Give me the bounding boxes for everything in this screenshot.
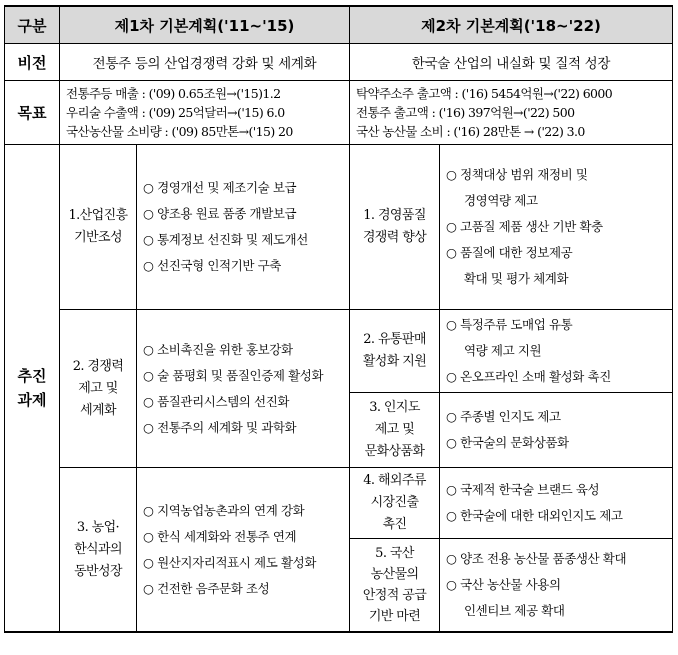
goal-line: 전통주 출고액 : ('16) 397억원→('22) 500: [356, 105, 575, 120]
task-item: ○ 온오프라인 소매 활성화 촉진: [446, 369, 611, 384]
category-line: 1.산업진흥: [68, 208, 128, 223]
task-item-cont: 확대 및 평가 체계화: [464, 271, 569, 286]
task-item: ○ 양조용 원료 품종 개발보급: [143, 206, 297, 221]
goal-line: 국산 농산물 소비 : ('16) 28만톤 → ('22) 3.0: [356, 124, 585, 139]
task-item: ○ 경영개선 및 제조기술 보급: [143, 180, 297, 195]
category-line: 3. 인지도: [369, 400, 420, 415]
plan-comparison-table: [4, 5, 673, 633]
plan1-task-category: [60, 468, 137, 633]
goal-line: 우리술 수출액 : ('09) 25억달러→('15) 6.0: [66, 105, 285, 120]
task-item: ○ 정책대상 범위 재정비 및: [446, 167, 588, 182]
task-item: ○ 소비촉진을 위한 홍보강화: [143, 341, 293, 357]
task-item: ○ 국제적 한국술 브랜드 육성: [446, 482, 600, 497]
task-item: ○ 품질에 대한 정보제공: [446, 245, 573, 260]
category-line: 활성화 지원: [362, 354, 427, 369]
category-line: 안정적 공급: [362, 588, 427, 603]
task-item: ○ 한국술에 대한 대외인지도 제고: [446, 508, 623, 523]
task-item: ○ 원산지자리적표시 제도 활성화: [143, 554, 317, 570]
category-line: 1. 경영품질: [363, 208, 426, 223]
plan2-task-category: [350, 468, 440, 539]
plan2-task-items: [440, 539, 673, 633]
plan1-task-items: [137, 310, 350, 468]
vision-row: [5, 44, 673, 81]
goals-plan1: [60, 81, 350, 145]
category-line: 촉진: [382, 517, 407, 532]
plan2-task-items: [440, 145, 673, 310]
vision-plan1: 전통주 등의 산업경쟁력 강화 및 세계화: [60, 44, 350, 81]
task-item: ○ 특정주류 도매업 유통: [446, 317, 573, 332]
tasks-label-line: 과제: [17, 391, 47, 409]
tasks-label: [5, 145, 60, 633]
category-line: 2. 유통판매: [363, 332, 426, 347]
header-plan2: 제2차 기본계획('18~'22): [350, 6, 673, 44]
vision-label: 비전: [5, 44, 60, 81]
task-item-cont: 역량 제고 지원: [464, 343, 542, 358]
plan1-task-category: [60, 145, 137, 310]
task-row: [5, 310, 673, 393]
task-item: ○ 주종별 인지도 제고: [446, 409, 561, 424]
header-row: [5, 6, 673, 44]
task-item: ○ 한식 세계화와 전통주 연계: [143, 528, 297, 544]
plan2-task-items: [440, 310, 673, 393]
category-line: 한식과의: [74, 541, 122, 557]
goals-plan2: [350, 81, 673, 145]
category-line: 동반성장: [74, 563, 122, 579]
category-line: 5. 국산: [375, 546, 414, 561]
goals-label: 목표: [5, 81, 60, 145]
category-line: 기반조성: [74, 230, 122, 245]
plan2-task-category: [350, 393, 440, 468]
category-line: 경쟁력 향상: [362, 230, 427, 245]
category-line: 제고 및: [78, 380, 118, 396]
task-item: ○ 양조 전용 농산물 품종생산 확대: [446, 551, 627, 566]
category-line: 제고 및: [374, 422, 415, 437]
header-category: 구분: [5, 6, 60, 44]
category-line: 4. 해외주류: [363, 473, 426, 488]
task-item: ○ 국산 농산물 사용의: [446, 577, 561, 592]
plan1-task-category: [60, 310, 137, 468]
task-row: [5, 145, 673, 310]
plan1-task-items: [137, 145, 350, 310]
plan2-task-items: [440, 468, 673, 539]
goals-row: [5, 81, 673, 145]
task-item: ○ 전통주의 세계화 및 과학화: [143, 419, 297, 435]
header-plan1: 제1차 기본계획('11~'15): [60, 6, 350, 44]
task-item: ○ 술 품평회 및 품질인증제 활성화: [143, 367, 324, 383]
task-item: ○ 건전한 음주문화 조성: [143, 580, 270, 596]
goal-line: 전통주등 매출 : ('09) 0.65조원→('15)1.2: [66, 86, 281, 101]
category-line: 농산물의: [370, 567, 419, 582]
category-line: 3. 농업·: [76, 519, 120, 535]
plan2-task-category: [350, 145, 440, 310]
task-item-cont: 경영역량 제고: [464, 193, 538, 208]
category-line: 시장진출: [370, 495, 419, 510]
task-row: [5, 468, 673, 539]
task-item: ○ 품질관리시스템의 선진화: [143, 393, 290, 409]
task-item-cont: 인센티브 제공 확대: [464, 603, 565, 618]
category-line: 기반 마련: [368, 609, 421, 624]
goal-line: 탁약주소주 출고액 : ('16) 5454억원→('22) 6000: [356, 86, 613, 101]
goal-line: 국산농산물 소비량 : ('09) 85만톤→('15) 20: [66, 124, 293, 139]
category-line: 2. 경쟁력: [72, 358, 124, 374]
task-item: ○ 통계정보 선진화 및 제도개선: [143, 232, 308, 247]
plan2-task-category: [350, 539, 440, 633]
plan2-task-category: [350, 310, 440, 393]
category-line: 세계화: [80, 402, 116, 418]
task-item: ○ 선진국형 인적기반 구축: [143, 258, 281, 273]
plan1-task-items: [137, 468, 350, 633]
tasks-label-line: 추진: [17, 367, 47, 385]
task-item: ○ 지역농업농촌과의 연계 강화: [143, 502, 305, 518]
task-item: ○ 한국술의 문화상품화: [446, 435, 569, 450]
plan2-task-items: [440, 393, 673, 468]
task-item: ○ 고품질 제품 생산 기반 확충: [446, 219, 603, 234]
vision-plan2: 한국술 산업의 내실화 및 질적 성장: [350, 44, 673, 81]
category-line: 문화상품화: [364, 444, 425, 459]
